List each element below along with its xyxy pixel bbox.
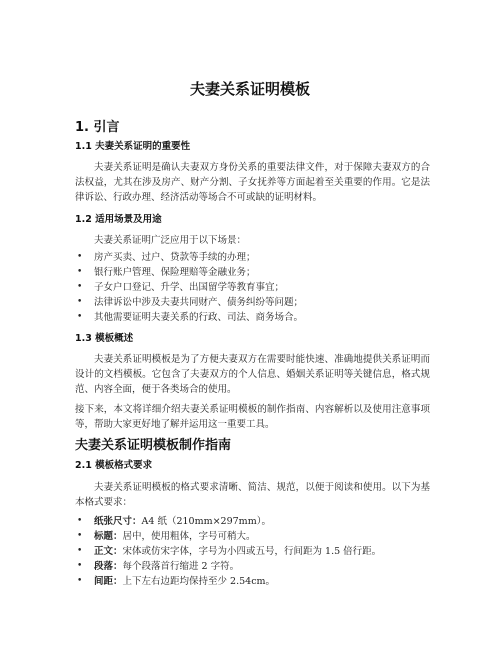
subsection-heading-1-1: 1.1 夫妻关系证明的重要性: [75, 141, 191, 152]
subsection-heading-1-2: 1.2 适用场景及用途: [75, 214, 162, 225]
list-item: • 间距：上下左右边距均保持至少 2.54cm。: [77, 576, 276, 587]
paragraph-next-steps: 接下来，本文将详细介绍夫妻关系证明模板的制作指南、内容解析以及使用注意事项等，帮助大家更好地了解并运用这一重要工具。: [75, 404, 430, 430]
bullet-icon: •: [77, 561, 83, 571]
section-heading-intro: 1. 引言: [75, 120, 120, 135]
subsection-heading-2-1: 2.1 模板格式要求: [75, 460, 153, 471]
format-requirements-list: [75, 514, 430, 589]
paragraph-importance: 夫妻关系证明是确认夫妻双方身份关系的重要法律文件，对于保障夫妻双方的合法权益，尤其在涉及房产、财产分割、子女抚养等方面起着至关重要的作用。它是法律诉讼、行政办理、经济活动等场合不可或缺的证明材料。: [75, 162, 430, 203]
list-item: • 房产买卖、过户、贷款等手续的办理；: [77, 252, 256, 263]
paragraph-format-lead: 夫妻关系证明模板的格式要求清晰、简洁、规范，以便于阅读和使用。以下为基本格式要求：: [75, 482, 430, 508]
scenario-list: [75, 250, 430, 325]
paragraph-scenarios-lead: 夫妻关系证明广泛应用于以下场景：: [94, 235, 247, 246]
section-heading-guide: 夫妻关系证明模板制作指南: [75, 438, 232, 453]
bullet-icon: •: [77, 546, 83, 556]
list-item: • 子女户口登记、升学、出国留学等教育事宜；: [77, 282, 285, 293]
list-item: • 法律诉讼中涉及夫妻共同财产、债务纠纷等问题；: [77, 297, 304, 308]
bullet-icon: •: [77, 516, 83, 526]
paragraph-template-overview: 夫妻关系证明模板是为了方便夫妻双方在需要时能快速、准确地提供关系证明而设计的文档模板。它包含了夫妻双方的个人信息、婚姻关系证明等关键信息，格式规范、内容全面，便于各类场合的使用。: [75, 354, 430, 395]
bullet-icon: •: [77, 252, 83, 262]
list-item: • 正文：宋体或仿宋字体，字号为小四或五号，行间距为 1.5 倍行距。: [77, 546, 382, 557]
list-item: • 银行账户管理、保险理赔等金融业务；: [77, 267, 256, 278]
bullet-icon: •: [77, 531, 83, 541]
list-item: • 标题：居中，使用粗体，字号可稍大。: [77, 531, 256, 542]
list-item: • 段落：每个段落首行缩进 2 字符。: [77, 561, 240, 572]
bullet-icon: •: [77, 576, 83, 586]
list-item: • 其他需要证明夫妻关系的行政、司法、商务场合。: [77, 312, 304, 323]
document-title: 夫妻关系证明模板: [189, 80, 310, 98]
list-item: • 纸张尺寸：A4 纸（210mm×297mm）。: [77, 516, 271, 527]
bullet-icon: •: [77, 282, 83, 292]
subsection-heading-1-3: 1.3 模板概述: [75, 333, 134, 344]
bullet-icon: •: [77, 267, 83, 277]
bullet-icon: •: [77, 297, 83, 307]
bullet-icon: •: [77, 312, 83, 322]
